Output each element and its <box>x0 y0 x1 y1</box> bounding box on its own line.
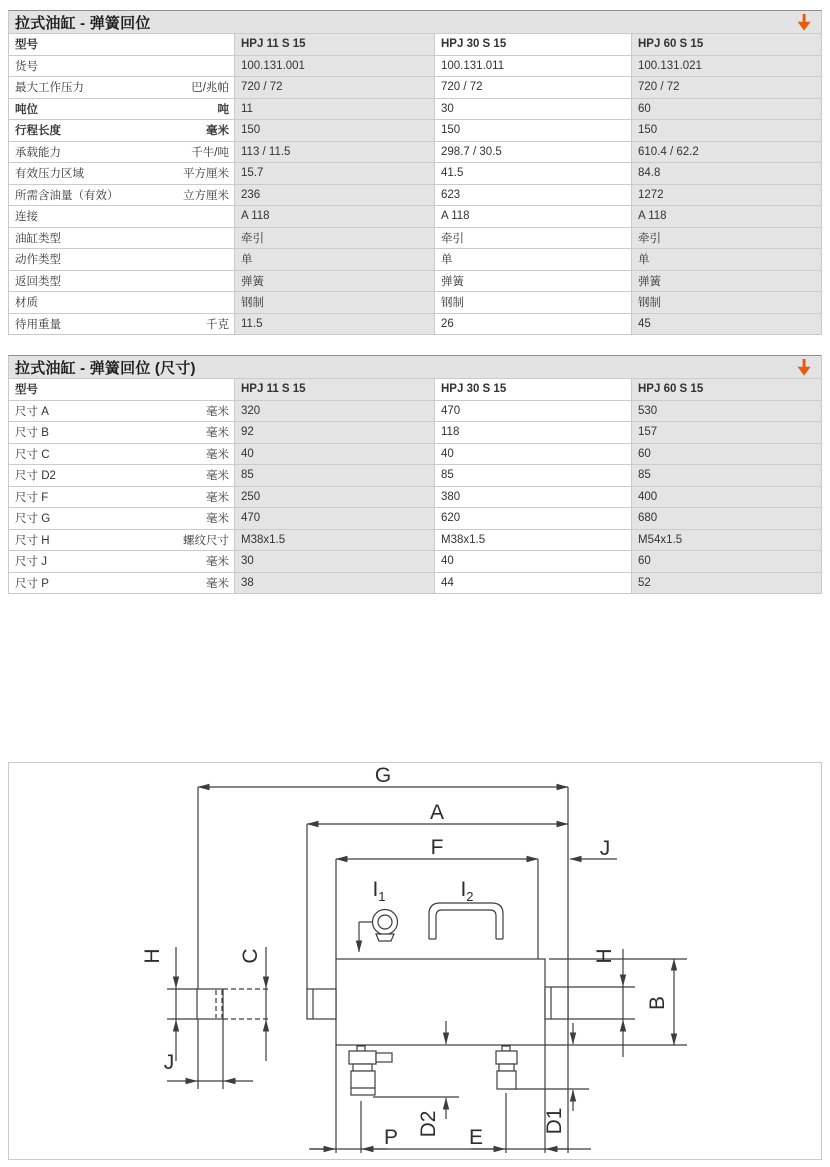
cell-value: 26 <box>434 314 631 335</box>
cell-value: 113 / 11.5 <box>234 142 434 163</box>
table-row <box>9 291 821 313</box>
cell-value: 680 <box>631 508 821 529</box>
cell-value: 30 <box>434 99 631 120</box>
cell-value: 84.8 <box>631 163 821 184</box>
cell-value: 720 / 72 <box>631 77 821 98</box>
row-unit: 毫米 <box>206 577 229 590</box>
cell-value: 30 <box>234 551 434 572</box>
row-label: 连接 <box>15 211 38 224</box>
cell-value: 320 <box>234 401 434 422</box>
table-row <box>9 550 821 572</box>
cell-value: 236 <box>234 185 434 206</box>
table-row <box>9 76 821 98</box>
cell-value: 150 <box>234 120 434 141</box>
row-label: 最大工作压力 <box>15 82 84 95</box>
cell-value: 720 / 72 <box>234 77 434 98</box>
spec-table <box>8 10 822 335</box>
cell-value: 44 <box>434 573 631 594</box>
dimension-table <box>8 355 822 594</box>
cell-value: 钢制 <box>434 292 631 313</box>
row-unit: 毫米 <box>206 405 229 418</box>
table-row <box>9 443 821 465</box>
table-row <box>9 98 821 120</box>
row-unit <box>167 206 234 227</box>
cell-value: 100.131.001 <box>234 56 434 77</box>
cell-value: 150 <box>434 120 631 141</box>
cell-value: 157 <box>631 422 821 443</box>
row-label: 尺寸 H <box>15 534 50 547</box>
cell-value: A 118 <box>434 206 631 227</box>
cell-value: 60 <box>631 99 821 120</box>
column-header: HPJ 30 S 15 <box>434 379 631 400</box>
cell-value: 15.7 <box>234 163 434 184</box>
table-row <box>9 529 821 551</box>
dim-label-H-right: H <box>593 948 616 964</box>
row-unit: 螺纹尺寸 <box>183 534 229 547</box>
header-unit-cell <box>167 34 234 55</box>
table-row <box>9 270 821 292</box>
cell-value: 100.131.011 <box>434 56 631 77</box>
row-label: 返回类型 <box>15 275 61 288</box>
cell-value: 118 <box>434 422 631 443</box>
row-unit: 毫米 <box>206 556 229 569</box>
cell-value: 85 <box>434 465 631 486</box>
cell-value: M38x1.5 <box>234 530 434 551</box>
dim-label-G: G <box>374 764 392 787</box>
dim-label-D1: D1 <box>543 1107 566 1135</box>
row-label: 材质 <box>15 297 38 310</box>
cell-value: 单 <box>434 249 631 270</box>
dim-label-D2: D2 <box>417 1110 440 1138</box>
table-row <box>9 184 821 206</box>
elbow-fitting <box>349 1046 392 1095</box>
cell-value: 92 <box>234 422 434 443</box>
cell-value: 牵引 <box>234 228 434 249</box>
table-title: 拉式油缸 - 弹簧回位 (尺寸) <box>15 359 196 377</box>
row-label: 动作类型 <box>15 254 61 267</box>
cylinder-body-outline <box>307 959 568 1045</box>
row-unit <box>167 228 234 249</box>
cell-value: 150 <box>631 120 821 141</box>
dimension-labels <box>141 764 669 1149</box>
row-label: 所需含油量（有效） <box>15 189 119 202</box>
cell-value: 100.131.021 <box>631 56 821 77</box>
cell-value: 单 <box>631 249 821 270</box>
row-unit: 千牛/吨 <box>191 146 229 159</box>
row-unit: 吨 <box>217 103 229 116</box>
row-label: 待用重量 <box>15 318 61 331</box>
row-unit: 毫米 <box>206 491 229 504</box>
row-unit: 毫米 <box>206 427 229 440</box>
cell-value: 60 <box>631 551 821 572</box>
cell-value: 85 <box>234 465 434 486</box>
dim-label-A: A <box>429 801 445 824</box>
table-row <box>9 141 821 163</box>
cell-value: 470 <box>234 508 434 529</box>
cell-value: 380 <box>434 487 631 508</box>
table-row <box>9 421 821 443</box>
column-header: HPJ 11 S 15 <box>234 379 434 400</box>
row-label: 尺寸 F <box>15 491 49 504</box>
dim-label-H-left: H <box>141 948 164 964</box>
dim-label-C: C <box>239 948 262 964</box>
row-unit: 毫米 <box>206 448 229 461</box>
header-model-label: 型号 <box>15 384 38 397</box>
row-unit <box>167 292 234 313</box>
table-row <box>9 119 821 141</box>
cell-value: 牵引 <box>434 228 631 249</box>
table-row <box>9 248 821 270</box>
table-body <box>9 400 821 594</box>
table-row <box>9 464 821 486</box>
cell-value: 41.5 <box>434 163 631 184</box>
cell-value: 470 <box>434 401 631 422</box>
row-label: 尺寸 A <box>15 405 49 418</box>
dim-label-B: B <box>646 995 669 1011</box>
header-unit-cell <box>167 379 234 400</box>
row-label: 有效压力区域 <box>15 168 84 181</box>
cell-value: 52 <box>631 573 821 594</box>
dim-label-J-top: J <box>599 837 611 860</box>
cell-value: 45 <box>631 314 821 335</box>
table-row <box>9 400 821 422</box>
eyebolt-icon <box>359 910 398 953</box>
table-row <box>9 507 821 529</box>
cell-value: 620 <box>434 508 631 529</box>
row-label: 尺寸 P <box>15 577 49 590</box>
cell-value: 250 <box>234 487 434 508</box>
row-label: 尺寸 G <box>15 513 51 526</box>
column-header: HPJ 60 S 15 <box>631 34 821 55</box>
cell-value: 1272 <box>631 185 821 206</box>
row-label: 尺寸 D2 <box>15 470 56 483</box>
cell-value: 钢制 <box>631 292 821 313</box>
cell-value: M54x1.5 <box>631 530 821 551</box>
row-label: 承载能力 <box>15 146 61 159</box>
row-unit: 毫米 <box>206 125 229 138</box>
row-unit: 平方厘米 <box>183 168 229 181</box>
table-row <box>9 162 821 184</box>
dim-label-I1: $I_1$ <box>372 878 386 904</box>
row-label: 油缸类型 <box>15 232 61 245</box>
row-unit <box>167 56 234 77</box>
cell-value: 40 <box>434 551 631 572</box>
table-row <box>9 572 821 594</box>
cell-value: 40 <box>234 444 434 465</box>
cell-value: 单 <box>234 249 434 270</box>
side-lug-detail <box>197 989 271 1019</box>
row-label: 尺寸 C <box>15 448 50 461</box>
cell-value: 弹簧 <box>434 271 631 292</box>
dim-label-I2: $I_2$ <box>460 878 474 904</box>
row-unit: 千克 <box>206 318 229 331</box>
dimension-diagram <box>9 763 821 1159</box>
cell-value: 11 <box>234 99 434 120</box>
row-unit: 毫米 <box>206 513 229 526</box>
header-model-label: 型号 <box>15 39 38 52</box>
cell-value: 610.4 / 62.2 <box>631 142 821 163</box>
cell-value: 牵引 <box>631 228 821 249</box>
column-header: HPJ 11 S 15 <box>234 34 434 55</box>
table-header-row <box>9 33 821 55</box>
cell-value: A 118 <box>234 206 434 227</box>
cell-value: 623 <box>434 185 631 206</box>
cell-value: 298.7 / 30.5 <box>434 142 631 163</box>
cell-value: 85 <box>631 465 821 486</box>
table-row <box>9 227 821 249</box>
dim-label-P: P <box>383 1126 399 1149</box>
table-row <box>9 486 821 508</box>
cell-value: 钢制 <box>234 292 434 313</box>
dim-label-J-left: J <box>163 1051 175 1074</box>
table-row <box>9 205 821 227</box>
column-header: HPJ 60 S 15 <box>631 379 821 400</box>
row-unit <box>167 249 234 270</box>
dim-label-E: E <box>468 1126 484 1149</box>
row-unit: 毫米 <box>206 470 229 483</box>
cell-value: A 118 <box>631 206 821 227</box>
table-row <box>9 55 821 77</box>
cell-value: 60 <box>631 444 821 465</box>
cell-value: 弹簧 <box>234 271 434 292</box>
cell-value: M38x1.5 <box>434 530 631 551</box>
table-row <box>9 313 821 335</box>
row-unit: 立方厘米 <box>183 189 229 202</box>
row-unit: 巴/兆帕 <box>191 82 229 95</box>
table-header-row <box>9 378 821 400</box>
technical-drawing-panel <box>8 762 822 1160</box>
cell-value: 40 <box>434 444 631 465</box>
download-arrow-icon[interactable] <box>795 13 813 32</box>
row-label: 行程长度 <box>15 125 61 138</box>
row-label: 吨位 <box>15 103 38 116</box>
table-title: 拉式油缸 - 弹簧回位 <box>15 14 151 32</box>
column-header: HPJ 30 S 15 <box>434 34 631 55</box>
cell-value: 400 <box>631 487 821 508</box>
cell-value: 720 / 72 <box>434 77 631 98</box>
cell-value: 530 <box>631 401 821 422</box>
table-title-bar <box>9 356 821 378</box>
cell-value: 弹簧 <box>631 271 821 292</box>
table-body <box>9 55 821 335</box>
row-label: 尺寸 J <box>15 556 47 569</box>
table-title-bar <box>9 11 821 33</box>
row-label: 尺寸 B <box>15 427 49 440</box>
row-unit <box>167 271 234 292</box>
cell-value: 11.5 <box>234 314 434 335</box>
download-arrow-icon[interactable] <box>795 358 813 377</box>
dim-label-F: F <box>430 836 444 859</box>
row-label: 货号 <box>15 60 38 73</box>
u-handle-icon <box>429 903 503 939</box>
straight-fitting <box>496 1046 517 1089</box>
cell-value: 38 <box>234 573 434 594</box>
